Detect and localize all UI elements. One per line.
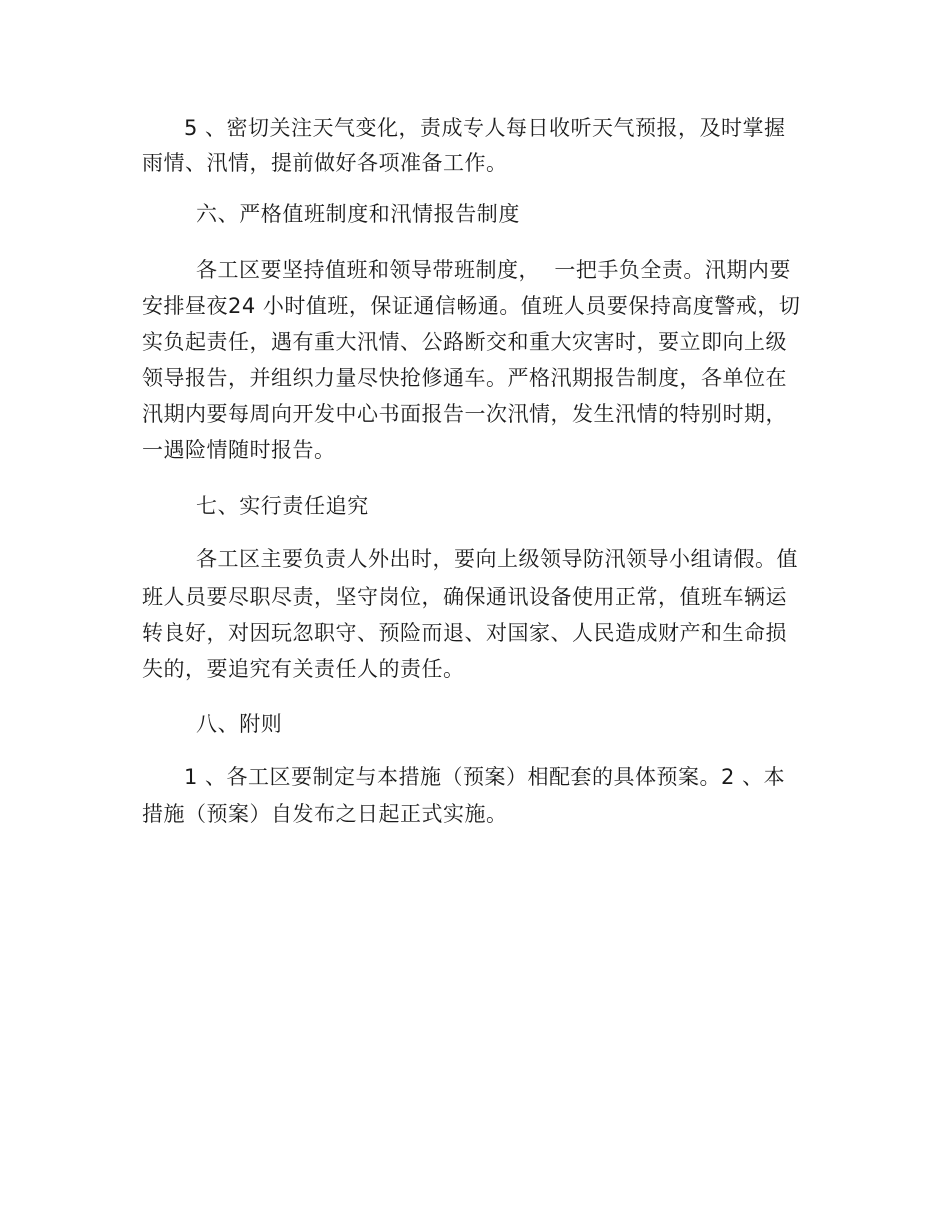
section8-line-1: 1 、各工区要制定与本措施（预案）相配套的具体预案。2 、本 [184, 765, 786, 789]
section6-line-5: 汛期内要每周向开发中心书面报告一次汛情，发生汛情的特别时期， [142, 402, 787, 426]
section7-line-2: 班人员要尽职尽责，坚守岗位，确保通讯设备使用正常，值班车辆运 [142, 585, 787, 609]
section7-line-4: 失的，要追究有关责任人的责任。 [142, 657, 465, 681]
section6-line-2: 安排昼夜24 小时值班，保证通信畅通。值班人员要保持高度警戒，切 [142, 294, 801, 318]
item5-line-2: 雨情、汛情，提前做好各项准备工作。 [142, 151, 508, 175]
item5-line-1: 5 、密切关注天气变化，责成专人每日收听天气预报，及时掌握 [184, 116, 786, 140]
section6-heading: 六、严格值班制度和汛情报告制度 [196, 202, 520, 226]
section8-heading: 八、附则 [196, 712, 283, 736]
section7-line-3: 转良好，对因玩忽职守、预险而退、对国家、人民造成财产和生命损 [142, 621, 787, 645]
section7-line-1: 各工区主要负责人外出时，要向上级领导防汛领导小组请假。值 [196, 547, 798, 571]
section6-line-6: 一遇险情随时报告。 [142, 438, 336, 462]
section6-line-1: 各工区要坚持值班和领导带班制度， 一把手负全责。汛期内要 [196, 258, 791, 282]
section6-line-4: 领导报告，并组织力量尽快抢修通车。严格汛期报告制度，各单位在 [142, 366, 787, 390]
section6-line-3: 实负起责任，遇有重大汛情、公路断交和重大灾害时，要立即向上级 [142, 330, 787, 354]
section7-heading: 七、实行责任追究 [196, 494, 369, 518]
section8-line-2: 措施（预案）自发布之日起正式实施。 [142, 802, 508, 826]
